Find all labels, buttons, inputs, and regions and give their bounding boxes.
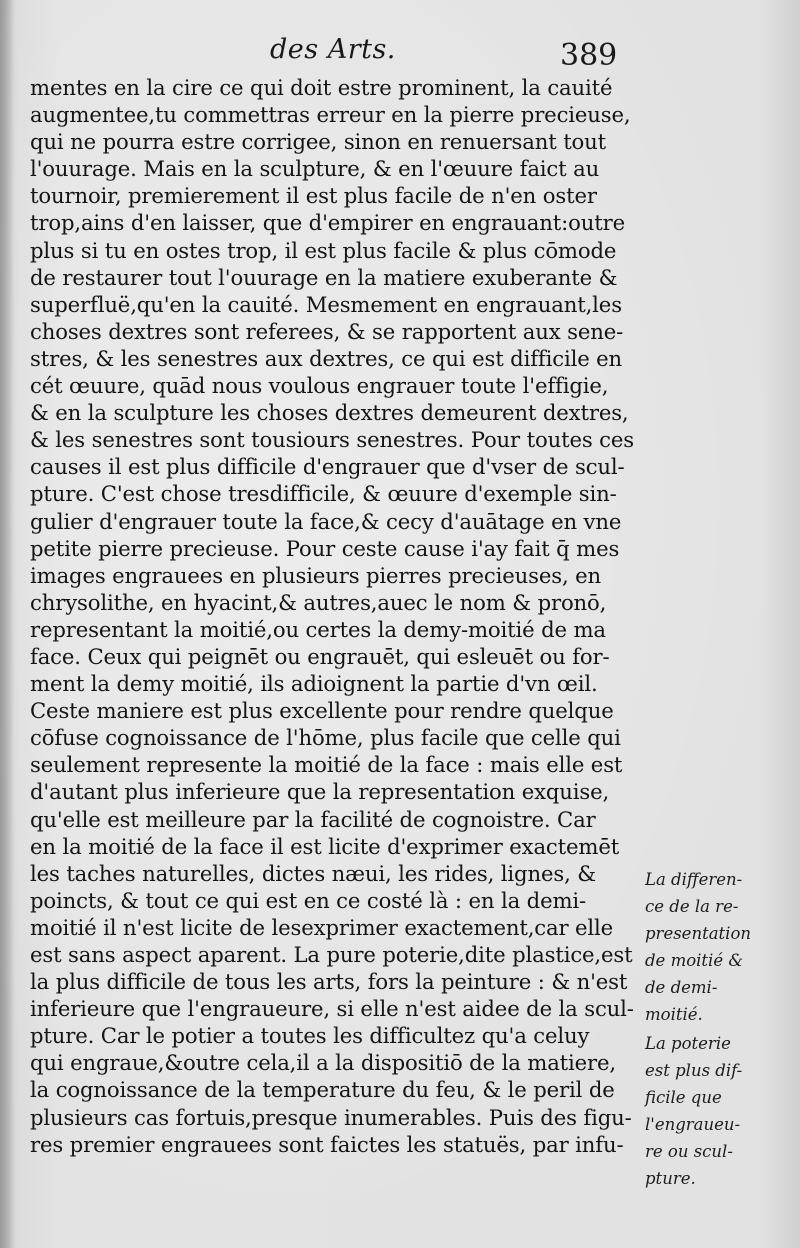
text-line: ment la demy moitié, ils adioignent la partie d'vn œil. bbox=[30, 671, 598, 697]
text-line: gulier d'engrauer toute la face,& cecy d'auātage en vne bbox=[30, 508, 622, 534]
text-line: poincts, & tout ce qui est en ce costé là : en la demi- bbox=[30, 887, 587, 913]
margin-note-line: pture. bbox=[645, 1169, 696, 1189]
text-line: de restaurer tout l'ouurage en la matiere exuberante & bbox=[30, 264, 618, 290]
margin-note-line: La differen- bbox=[645, 870, 743, 889]
text-line: l'ouurage. Mais en la sculpture, & en l'œuure faict au bbox=[30, 156, 600, 182]
text-line: causes il est plus difficile d'engrauer que d'vser de scul- bbox=[30, 454, 625, 480]
text-line: moitié il n'est licite de lesexprimer exactement,car elle bbox=[30, 914, 614, 940]
text-line: petite pierre precieuse. Pour ceste cause i'ay fait q̄ mes bbox=[30, 535, 620, 561]
text-line: seulement represente la moitié de la face : mais elle est bbox=[30, 752, 623, 778]
text-line: trop,ains d'en laisser, que d'empirer en engrauant:outre bbox=[30, 210, 625, 236]
text-line: augmentee,tu commettras erreur en la pierre precieuse, bbox=[30, 102, 631, 128]
text-line: representant la moitié,ou certes la demy-moitié de ma bbox=[30, 616, 606, 642]
text-line: inferieure que l'engraueure, si elle n'est aidee de la scul- bbox=[30, 996, 634, 1022]
text-line: superfluë,qu'en la cauité. Mesmement en engrauant,les bbox=[30, 291, 622, 317]
text-line: cét œuure, quād nous voulous engrauer toute l'effigie, bbox=[30, 373, 609, 399]
margin-note-poterie bbox=[645, 1030, 795, 1193]
text-line: pture. C'est chose tresdifficile, & œuure d'exemple sin- bbox=[30, 481, 617, 507]
margin-note-line: l'engraueu- bbox=[645, 1115, 741, 1135]
margin-note-line: ce de la re- bbox=[645, 897, 739, 917]
margin-note-line: de moitié & bbox=[645, 951, 744, 971]
margin-note-line: de demi- bbox=[645, 978, 718, 998]
text-line: qui ne pourra estre corrigee, sinon en renuersant tout bbox=[30, 129, 607, 155]
margin-note-line: presentation bbox=[645, 924, 752, 944]
page-gutter-shadow bbox=[0, 0, 14, 1248]
text-line: Ceste maniere est plus excellente pour rendre quelque bbox=[30, 698, 614, 724]
margin-note-line: re ou scul- bbox=[645, 1142, 733, 1162]
text-line: pture. Car le potier a toutes les difficultez qu'a celuy bbox=[30, 1023, 590, 1049]
text-line: images engrauees en plusieurs pierres precieuses, en bbox=[30, 562, 601, 588]
text-line: qui engraue,&outre cela,il a la dispositiō de la matiere, bbox=[30, 1050, 617, 1076]
text-line: en la moitié de la face il est licite d'exprimer exactemēt bbox=[30, 833, 620, 859]
text-line: mentes en la cire ce qui doit estre prominent, la cauité bbox=[30, 75, 613, 100]
page-number: 389 bbox=[560, 38, 618, 73]
text-line: & les senestres sont tousiours senestres. Pour toutes ces bbox=[30, 427, 634, 453]
text-line: plus si tu en ostes trop, il est plus facile & plus cōmode bbox=[30, 237, 617, 263]
text-line: choses dextres sont referees, & se rapportent aux sene- bbox=[30, 318, 624, 344]
text-line: qu'elle est meilleure par la facilité de cognoistre. Car bbox=[30, 806, 596, 832]
running-title: des Arts. bbox=[270, 34, 396, 65]
margin-note-line: est plus dif- bbox=[645, 1061, 743, 1081]
text-line: chrysolithe, en hyacint,& autres,auec le nom & pronō, bbox=[30, 589, 607, 615]
text-line: face. Ceux qui peignēt ou engrauēt, qui esleuēt ou for- bbox=[30, 643, 610, 669]
text-line: la cognoissance de la temperature du feu, & le peril de bbox=[30, 1077, 615, 1103]
text-line: tournoir, premierement il est plus facile de n'en oster bbox=[30, 183, 597, 209]
text-line: stres, & les senestres aux dextres, ce qui est difficile en bbox=[30, 345, 623, 371]
text-line: cōfuse cognoissance de l'hōme, plus facile que celle qui bbox=[30, 725, 621, 751]
margin-note-differences bbox=[645, 866, 795, 1029]
text-line: est sans aspect aparent. La pure poterie,dite plastice,est bbox=[30, 942, 633, 967]
text-line: & en la sculpture les choses dextres demeurent dextres, bbox=[30, 400, 629, 426]
margin-note-line: La poterie bbox=[645, 1034, 731, 1053]
text-line: les taches naturelles, dictes næui, les rides, lignes, & bbox=[30, 860, 596, 886]
body-text-block bbox=[30, 74, 634, 1158]
text-line: la plus difficile de tous les arts, fors la peinture : & n'est bbox=[30, 969, 628, 995]
text-line: plusieurs cas fortuis,presque inumerables. Puis des figu- bbox=[30, 1104, 632, 1130]
margin-note-line: moitié. bbox=[645, 1005, 703, 1025]
margin-note-line: ficile que bbox=[645, 1088, 722, 1108]
text-line: d'autant plus inferieure que la representation exquise, bbox=[30, 779, 610, 805]
text-line: res premier engrauees sont faictes les statuës, par infu- bbox=[30, 1131, 624, 1157]
